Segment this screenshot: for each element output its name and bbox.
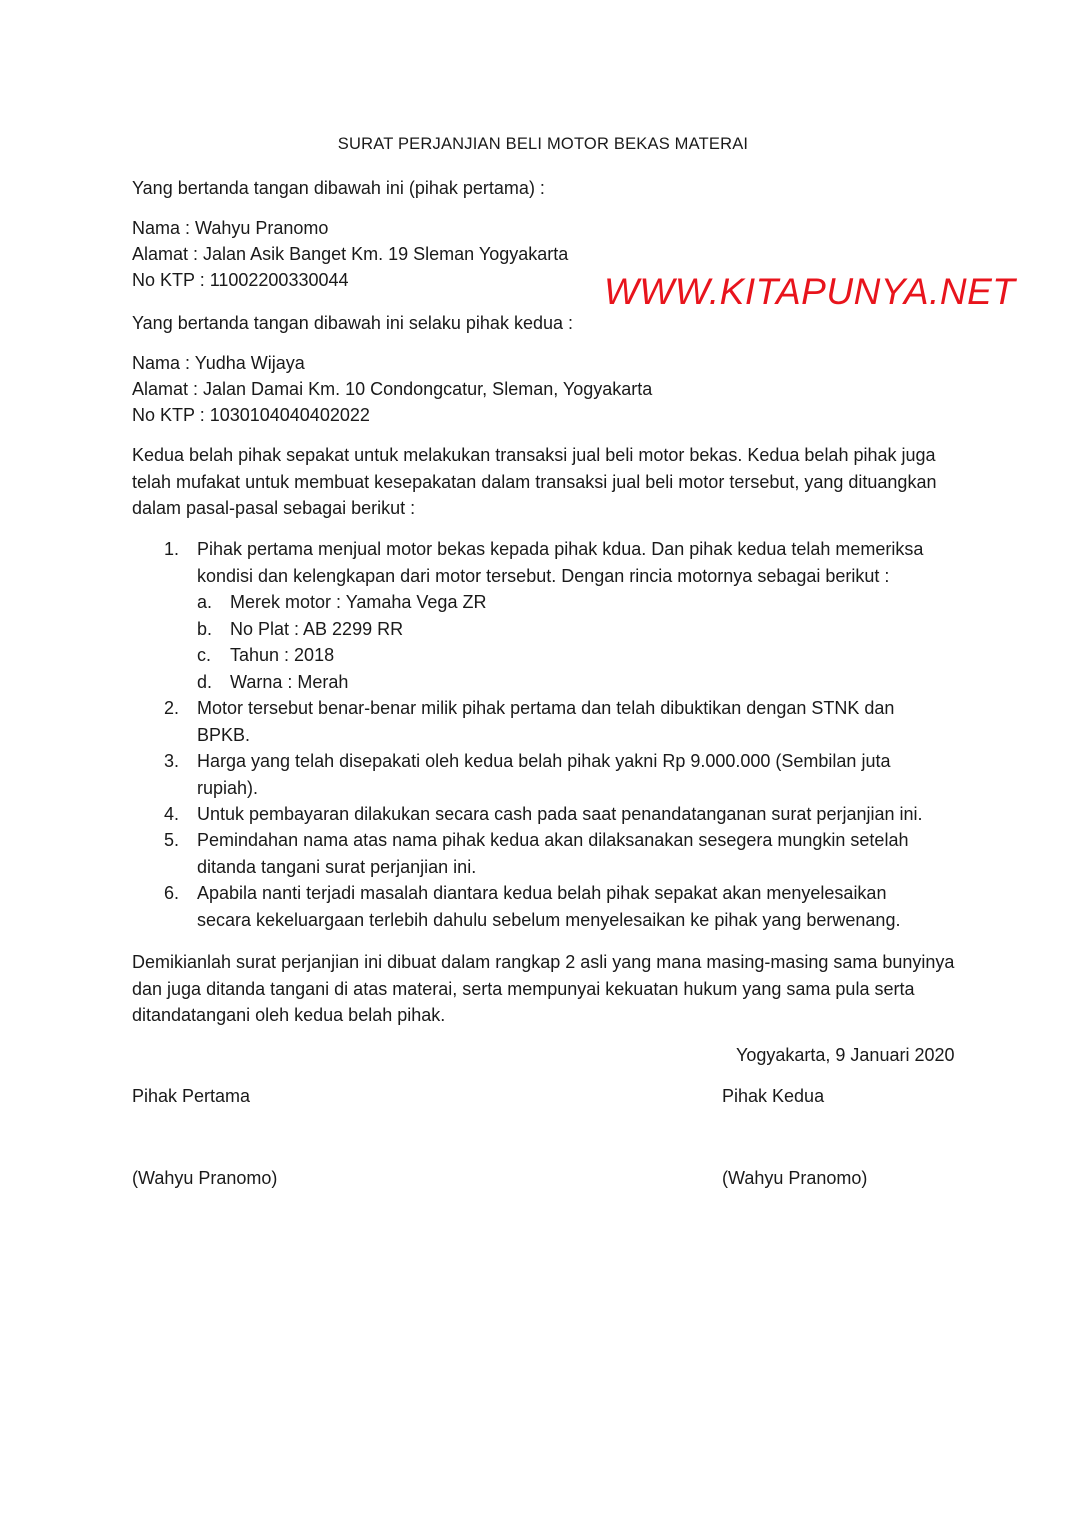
agreement-intro-paragraph: Kedua belah pihak sepakat untuk melakukan transaksi jual beli motor bekas. Kedua belah pihak juga telah mufakat untuk membuat kesepakatan dalam transaksi jual beli motor tersebut, yang dituangkan dalam pasal-pasal sebagai berikut : (132, 445, 937, 518)
clause-number: 5. (163, 830, 179, 850)
first-party-signature-name: (Wahyu Pranomo) (132, 1168, 278, 1188)
watermark-url: WWW.KITAPUNYA.NET (604, 271, 1016, 312)
first-party-ktp: No KTP : 11002200330044 (132, 270, 349, 290)
first-party-name: Nama : Wahyu Pranomo (132, 218, 329, 238)
second-party-intro: Yang bertanda tangan dibawah ini selaku pihak kedua : (132, 313, 573, 333)
clause-text: Pihak pertama menjual motor bekas kepada pihak kdua. Dan pihak kedua telah memeriksa kondisi dan kelengkapan dari motor tersebut. Dengan rincia motornya sebagai berikut : (197, 539, 924, 586)
second-party-name: Nama : Yudha Wijaya (132, 353, 305, 373)
first-party-address: Alamat : Jalan Asik Banget Km. 19 Sleman Yogyakarta (132, 244, 569, 264)
second-party-ktp: No KTP : 1030104040402022 (132, 405, 370, 425)
clause-text: Untuk pembayaran dilakukan secara cash pada saat penandatanganan surat perjanjian ini. (197, 804, 923, 824)
detail-year: Tahun : 2018 (230, 645, 335, 665)
second-party-address: Alamat : Jalan Damai Km. 10 Condongcatur, Sleman, Yogyakarta (132, 379, 653, 399)
detail-letter: c. (197, 645, 212, 665)
detail-color: Warna : Merah (230, 672, 349, 692)
clause-number: 4. (163, 804, 179, 824)
detail-brand: Merek motor : Yamaha Vega ZR (230, 592, 487, 612)
detail-letter: a. (197, 592, 213, 612)
second-party-signature-name: (Wahyu Pranomo) (722, 1168, 868, 1188)
detail-letter: b. (197, 619, 213, 639)
clause-number: 6. (163, 883, 179, 903)
closing-paragraph: Demikianlah surat perjanjian ini dibuat dalam rangkap 2 asli yang mana masing-masing sama bunyinya dan juga ditanda tangani di atas materai, serta mempunyai kekuatan hukum yang sama pula serta ditandatangani oleh kedua belah pihak. (132, 952, 955, 1025)
detail-plate: No Plat : AB 2299 RR (230, 619, 404, 639)
first-party-intro: Yang bertanda tangan dibawah ini (pihak pertama) : (132, 178, 545, 198)
clause-number: 3. (163, 751, 179, 771)
clause-text: Pemindahan nama atas nama pihak kedua akan dilaksanakan sesegera mungkin setelah ditanda tangani surat perjanjian ini. (197, 830, 909, 877)
document-title: SURAT PERJANJIAN BELI MOTOR BEKAS MATERAI (337, 135, 749, 153)
place-date: Yogyakarta, 9 Januari 2020 (736, 1045, 955, 1065)
clause-text: Apabila nanti terjadi masalah diantara kedua belah pihak sepakat akan menyelesaikan secara kekeluargaan terlebih dahulu sebelum menyelesaikan ke pihak yang berwenang. (197, 883, 901, 930)
second-party-signature-label: Pihak Kedua (722, 1086, 825, 1106)
clause-number: 2. (163, 698, 179, 718)
detail-letter: d. (197, 672, 213, 692)
clause-text: Motor tersebut benar-benar milik pihak pertama dan telah dibuktikan dengan STNK dan BPKB. (197, 698, 895, 745)
clause-number: 1. (163, 539, 179, 559)
first-party-signature-label: Pihak Pertama (132, 1086, 251, 1106)
clause-text: Harga yang telah disepakati oleh kedua belah pihak yakni Rp 9.000.000 (Sembilan juta rupiah). (197, 751, 891, 798)
